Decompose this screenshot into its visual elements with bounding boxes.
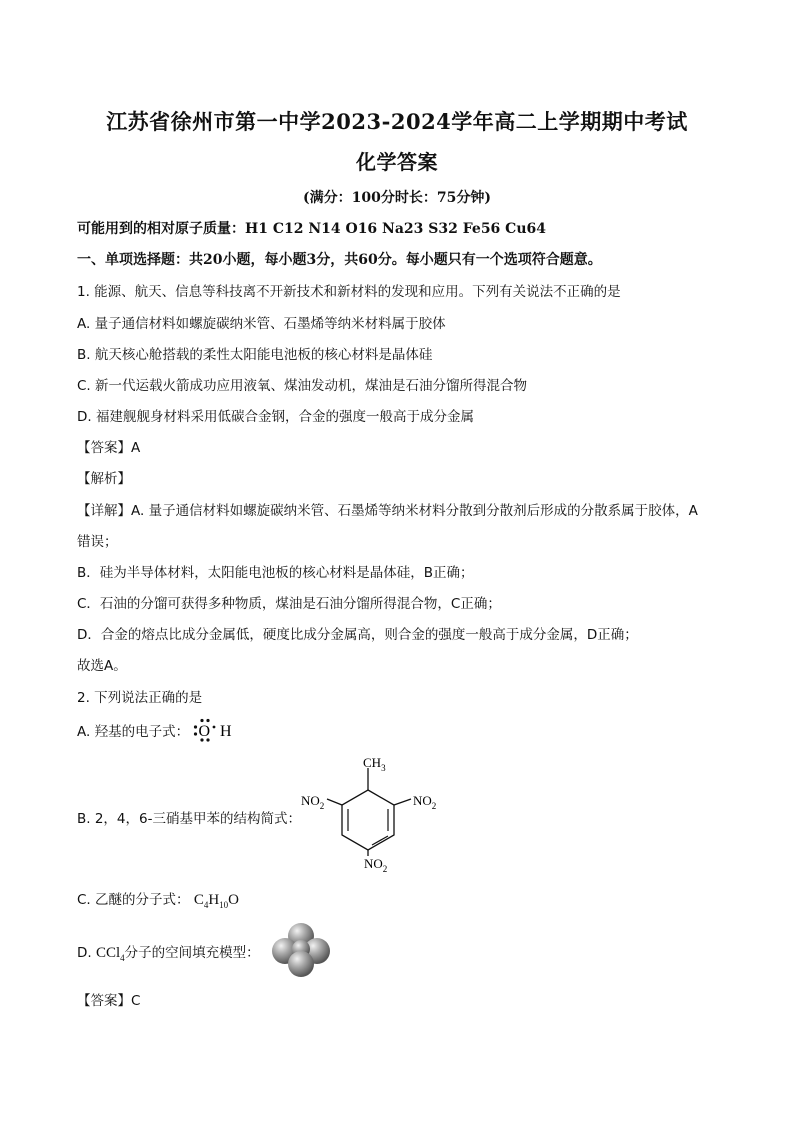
q2-option-b-label: B. 2，4，6-三硝基甲苯的结构简式： (77, 811, 301, 827)
q2-option-d-prefix: D. (77, 945, 96, 961)
ccl4-space-filling-model-icon (270, 920, 332, 980)
q1-detail-c: C．石油的分馏可获得多种物质，煤油是石油分馏所得混合物，C正确； (77, 596, 501, 612)
atomic-masses: 可能用到的相对原子质量：H1 C12 N14 O16 Na23 S32 Fe56 Cu64 (77, 221, 546, 237)
ether-formula: $C_4H_{10}O$ (193, 892, 240, 910)
q1-detail-line2: 错误； (77, 534, 118, 550)
nitro-bond-left (327, 799, 342, 805)
q2-option-d-suffix: 分子的空间填充模型： (124, 945, 260, 961)
q1-option-b: B. 航天核心舱搭载的柔性太阳能电池板的核心材料是晶体硅 (77, 347, 433, 363)
q2-option-a-label: A. 羟基的电子式： (77, 724, 190, 740)
nitro-bottom-label: $NO_2$ (364, 856, 388, 874)
q1-detail-b: B．硅为半导体材料，太阳能电池板的核心材料是晶体硅，B正确； (77, 565, 474, 581)
score-info: (满分：100分时长：75分钟) (303, 190, 491, 206)
q2-stem: 2. 下列说法正确的是 (77, 690, 203, 706)
q1-analysis: 【解析】 (77, 471, 131, 487)
q1-option-c: C. 新一代运载火箭成功应用液氧、煤油发动机，煤油是石油分馏所得混合物 (77, 378, 528, 394)
benzene-ring (342, 790, 394, 850)
q1-option-a: A. 量子通信材料如螺旋碳纳米管、石墨烯等纳米材料属于胶体 (77, 316, 446, 332)
q1-answer: 【答案】A (77, 440, 141, 456)
q1-stem: 1. 能源、航天、信息等科技离不开新技术和新材料的发现和应用。下列有关说法不正确的是 (77, 284, 621, 300)
nitro-right-label: $NO_2$ (413, 793, 437, 811)
methyl-label: $CH_3$ (363, 755, 386, 773)
hydroxyl-electron-formula (193, 718, 243, 742)
tnt-structure-diagram (296, 748, 456, 878)
q1-conclusion: 故选A。 (77, 658, 127, 674)
q2-answer: 【答案】C (77, 993, 141, 1009)
q2-option-c (77, 888, 239, 910)
nitro-bond-right (394, 799, 411, 805)
q1-detail-line1: 【详解】A. 量子通信材料如螺旋碳纳米管、石墨烯等纳米材料分散到分散剂后形成的分散系属于胶体，A (77, 503, 698, 519)
q1-option-d: D. 福建舰舰身材料采用低碳合金钢，合金的强度一般高于成分金属 (77, 409, 474, 425)
section-heading: 一、单项选择题：共20小题，每小题3分，共60分。每小题只有一个选项符合题意。 (77, 252, 602, 268)
electron-dots-icon (193, 718, 243, 742)
q2-option-c-label: C. 乙醚的分子式： (77, 892, 190, 908)
document-subtitle: 化学答案 (356, 150, 438, 174)
document-title: 江苏省徐州市第一中学2023-2024学年高二上学期期中考试 (106, 109, 688, 134)
q2-option-a (77, 718, 243, 742)
nitro-left-label: $NO_2$ (301, 793, 325, 811)
q1-detail-d: D．合金的熔点比成分金属低，硬度比成分金属高，则合金的强度一般高于成分金属，D正确； (77, 627, 638, 643)
hydrogen-symbol: H (220, 723, 232, 740)
oxygen-symbol: O (198, 723, 211, 740)
ccl4-formula: CCl$_4$ (95, 945, 125, 963)
q2-option-d (77, 941, 260, 963)
